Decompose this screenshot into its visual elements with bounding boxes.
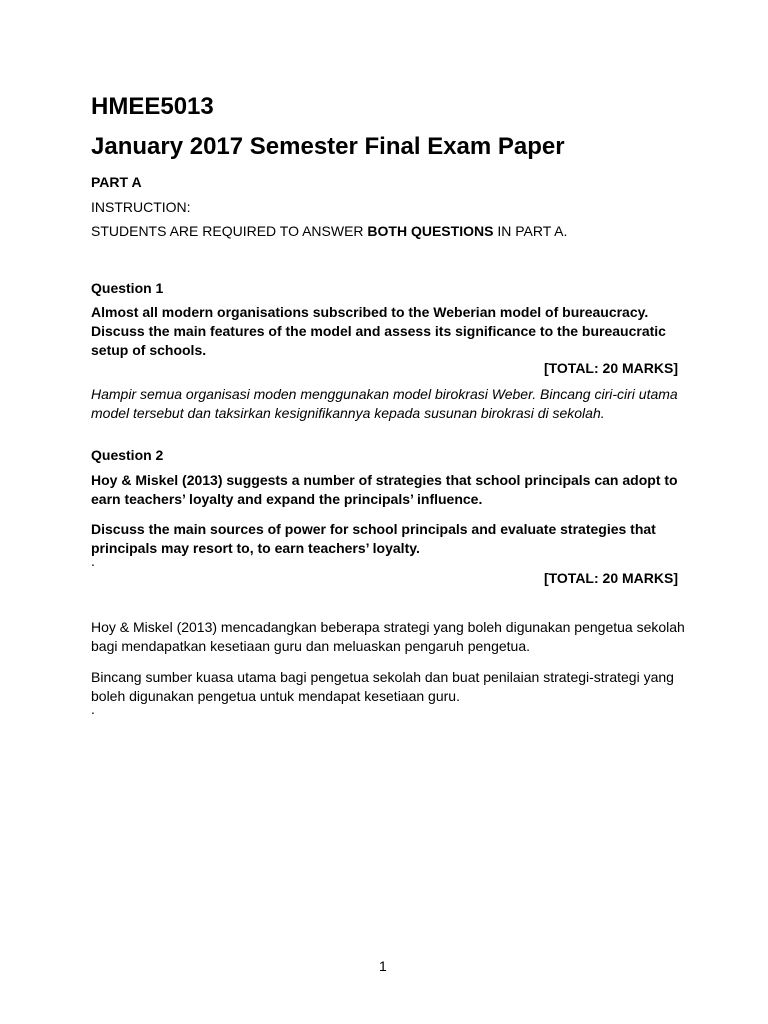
question-2-marks: [TOTAL: 20 MARKS]	[543, 570, 678, 586]
question-2-line: Discuss the main sources of power for school principals and evaluate strategies that	[91, 521, 656, 537]
question-2-line: Hoy & Miskel (2013) suggests a number of strategies that school principals can adopt to	[91, 472, 678, 488]
question-2-line: principals may resort to, to earn teachers’ loyalty.	[91, 540, 420, 556]
question-1-line: Almost all modern organisations subscribed to the Weberian model of bureaucracy.	[91, 304, 649, 320]
question-2-malay-line: Hoy & Miskel (2013) mencadangkan beberapa strategi yang boleh digunakan pengetua sekolah	[91, 619, 685, 635]
instruction-emphasis: BOTH QUESTIONS	[367, 223, 494, 239]
course-code: HMEE5013	[91, 93, 214, 120]
instruction-suffix: IN PART A.	[493, 223, 568, 239]
exam-title: January 2017 Semester Final Exam Paper	[91, 133, 565, 160]
question-1-malay-line: model tersebut dan taksirkan kesignifikannya kepada susunan birokrasi di sekolah.	[91, 405, 605, 421]
question-1-line: Discuss the main features of the model and assess its significance to the bureaucratic	[91, 323, 666, 339]
question-2-malay-line: bagi mendapatkan kesetiaan guru dan meluaskan pengaruh pengetua.	[91, 638, 530, 654]
instruction-text	[91, 223, 567, 239]
part-label: PART A	[91, 174, 142, 190]
instruction-label: INSTRUCTION:	[91, 199, 191, 215]
question-2-malay-line: Bincang sumber kuasa utama bagi pengetua sekolah dan buat penilaian strategi-strategi yang	[91, 669, 674, 685]
question-2-malay-dot: .	[91, 701, 95, 717]
question-2-malay-line: boleh digunakan pengetua untuk mendapat kesetiaan guru.	[91, 688, 460, 704]
question-1-line: setup of schools.	[91, 342, 207, 358]
question-1-title: Question 1	[91, 280, 164, 296]
question-2-line: earn teachers’ loyalty and expand the principals’ influence.	[91, 491, 483, 507]
page-number: 1	[379, 958, 387, 974]
instruction-prefix: STUDENTS ARE REQUIRED TO ANSWER	[91, 223, 368, 239]
question-1-malay-line: Hampir semua organisasi moden menggunakan model birokrasi Weber. Bincang ciri-ciri utama	[91, 386, 678, 402]
question-1-marks: [TOTAL: 20 MARKS]	[543, 360, 678, 376]
question-2-dot: .	[91, 553, 95, 569]
question-2-title: Question 2	[91, 447, 164, 463]
